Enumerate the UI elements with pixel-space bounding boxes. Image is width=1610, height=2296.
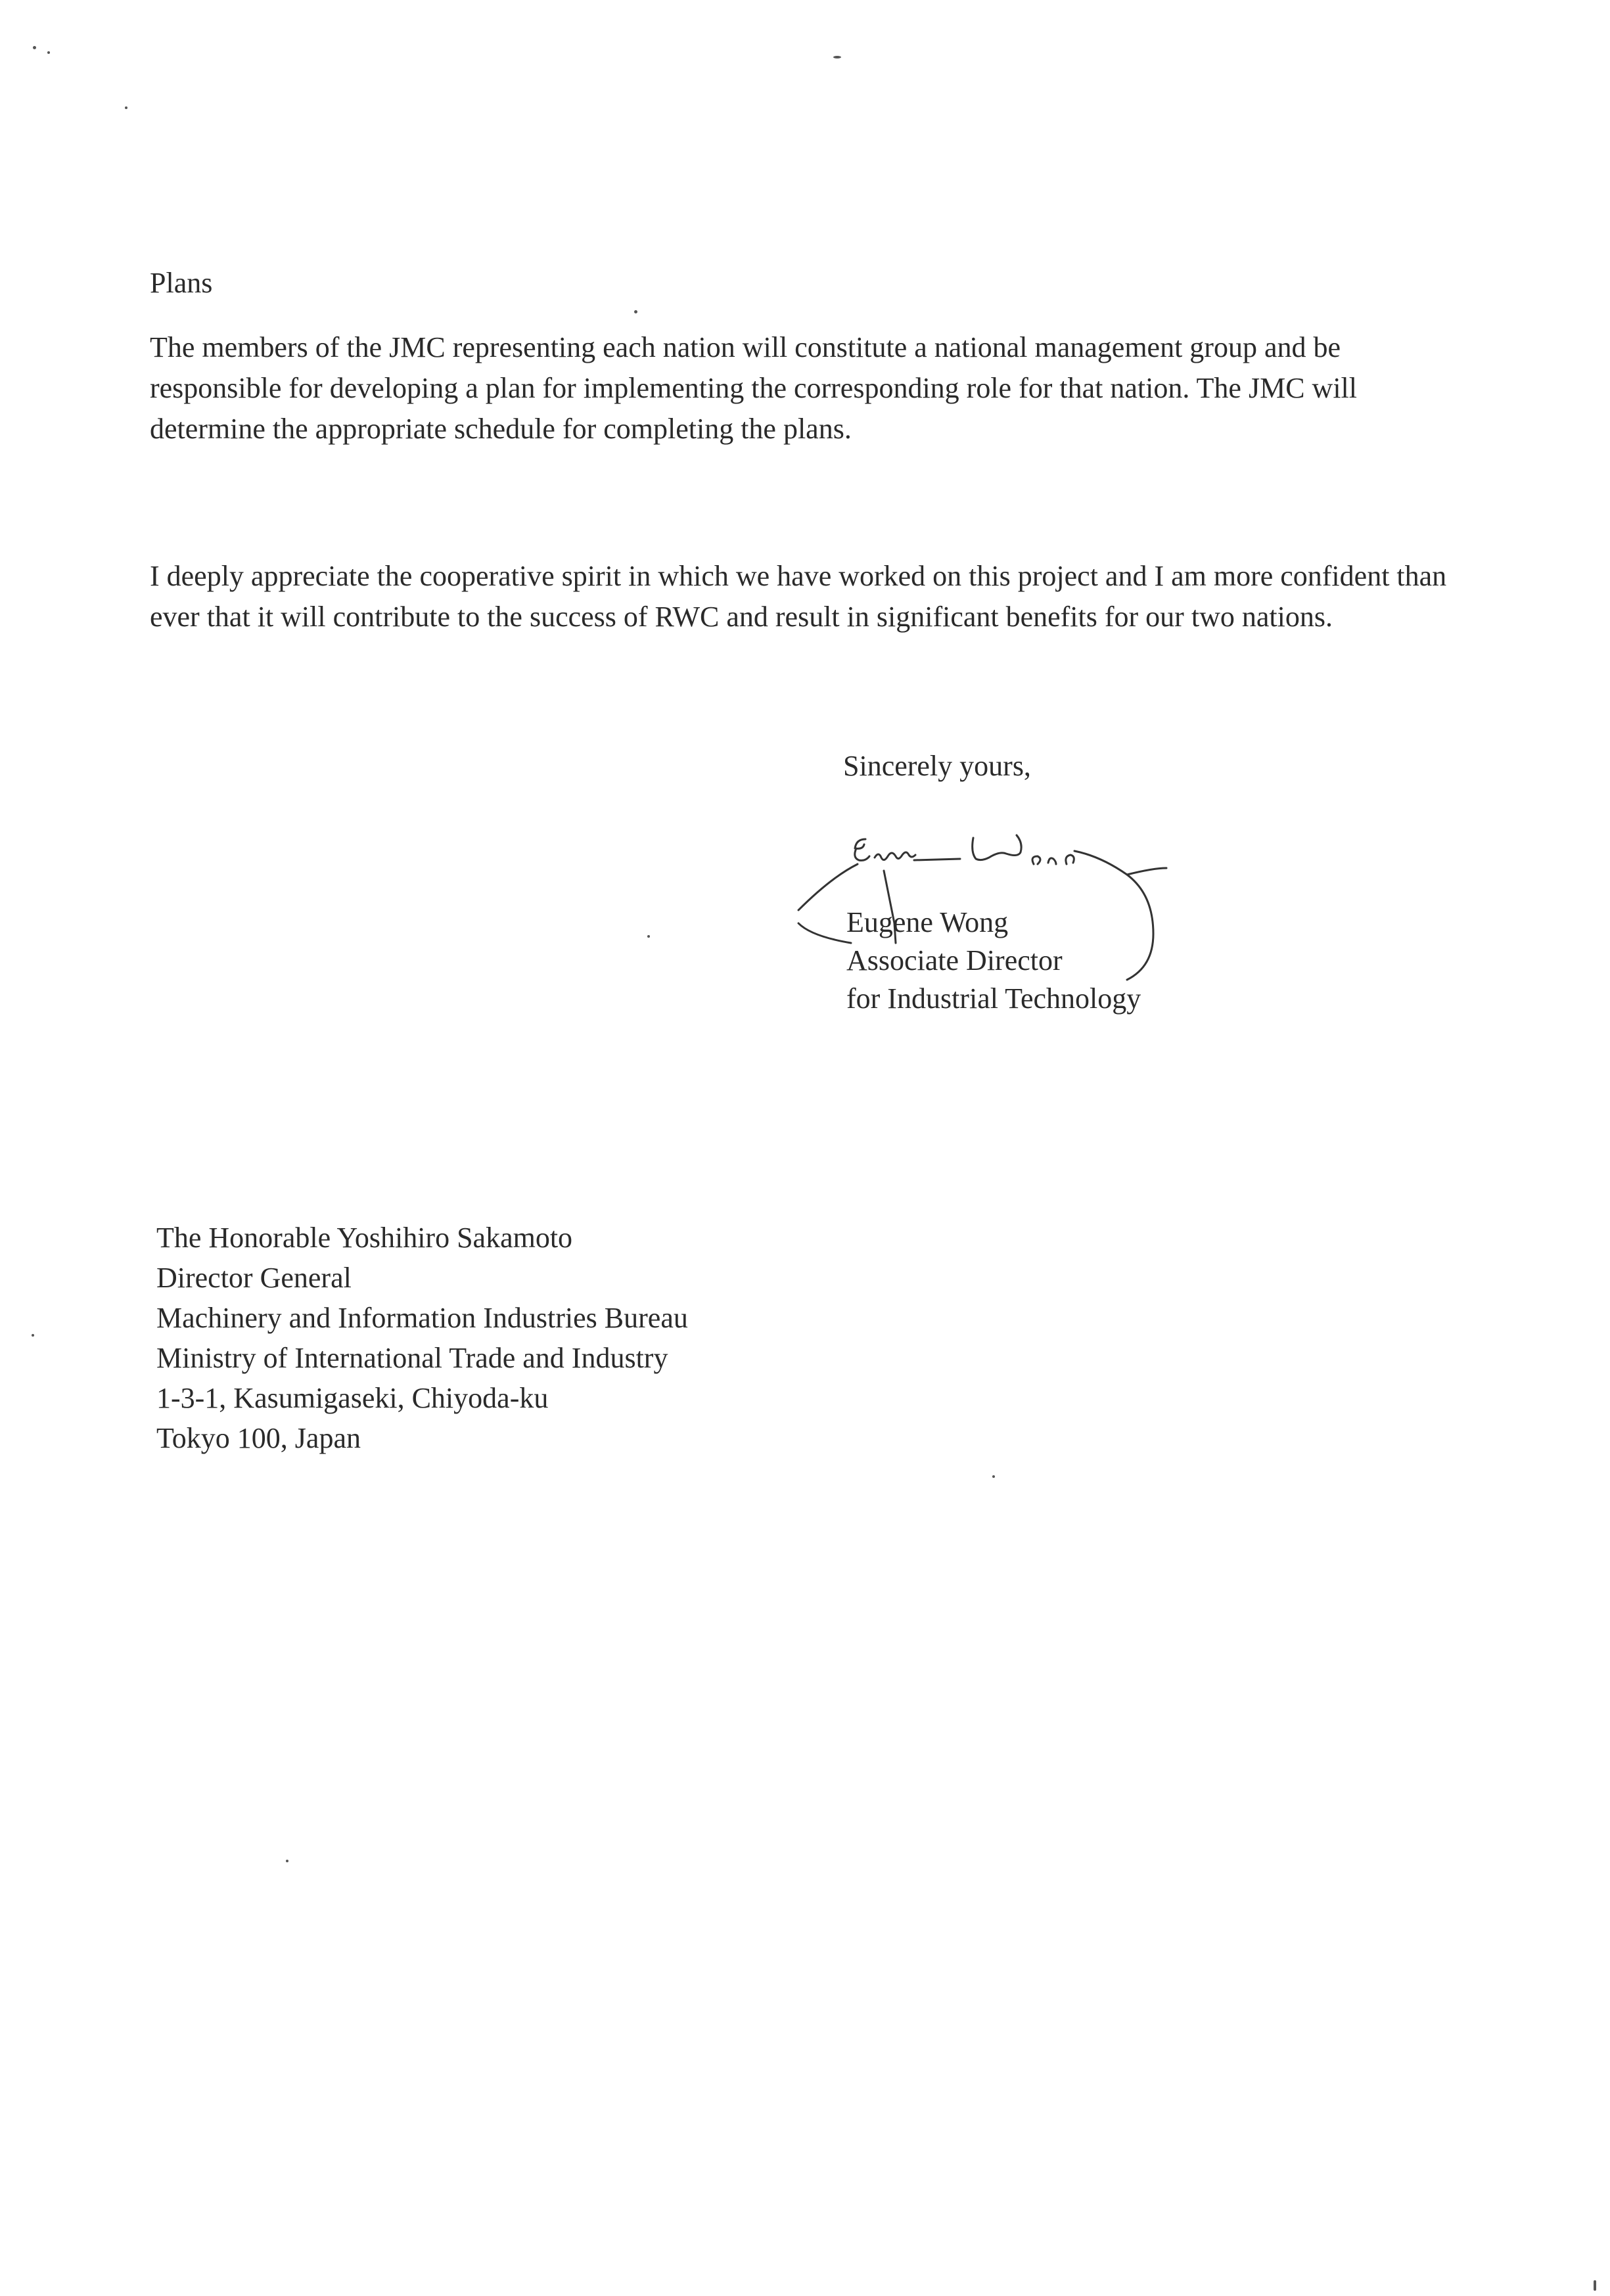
- section-heading-plans: Plans: [150, 267, 213, 299]
- paragraph-appreciation: I deeply appreciate the cooperative spirit in which we have worked on this project and I am more confident than ever that it will contribute to the success of RWC and result in significant benefits for our two nations.: [150, 560, 1447, 633]
- scan-speck: [833, 56, 841, 58]
- signer-name: Eugene Wong: [846, 906, 1009, 938]
- signer-title-line1: Associate Director: [846, 944, 1063, 976]
- recipient-title: Director General: [156, 1262, 352, 1294]
- scan-speck: [47, 51, 50, 54]
- recipient-street: 1-3-1, Kasumigaseki, Chiyoda-ku: [156, 1382, 549, 1414]
- scan-speck: [634, 310, 637, 313]
- scan-speck: [32, 1334, 34, 1337]
- recipient-address: [156, 1218, 688, 1458]
- scan-speck: [647, 935, 650, 938]
- signer-title-line2: for Industrial Technology: [846, 982, 1141, 1015]
- recipient-name: The Honorable Yoshihiro Sakamoto: [156, 1222, 573, 1254]
- scan-speck: [33, 46, 36, 49]
- paragraph-plans: The members of the JMC representing each nation will constitute a national management group and be responsible for developing a plan for implementing the corresponding role for that nation. The JMC will determine the appropriate schedule for completing the plans.: [150, 331, 1357, 445]
- recipient-ministry: Ministry of International Trade and Industry: [156, 1342, 668, 1374]
- closing-salutation: Sincerely yours,: [843, 750, 1031, 782]
- recipient-bureau: Machinery and Information Industries Bureau: [156, 1302, 688, 1334]
- scan-speck: [992, 1475, 995, 1478]
- recipient-city: Tokyo 100, Japan: [156, 1422, 361, 1454]
- scan-speck: [1594, 2280, 1596, 2291]
- scan-speck: [286, 1860, 288, 1862]
- scan-speck: [125, 106, 127, 109]
- signature-block: [846, 904, 1141, 1018]
